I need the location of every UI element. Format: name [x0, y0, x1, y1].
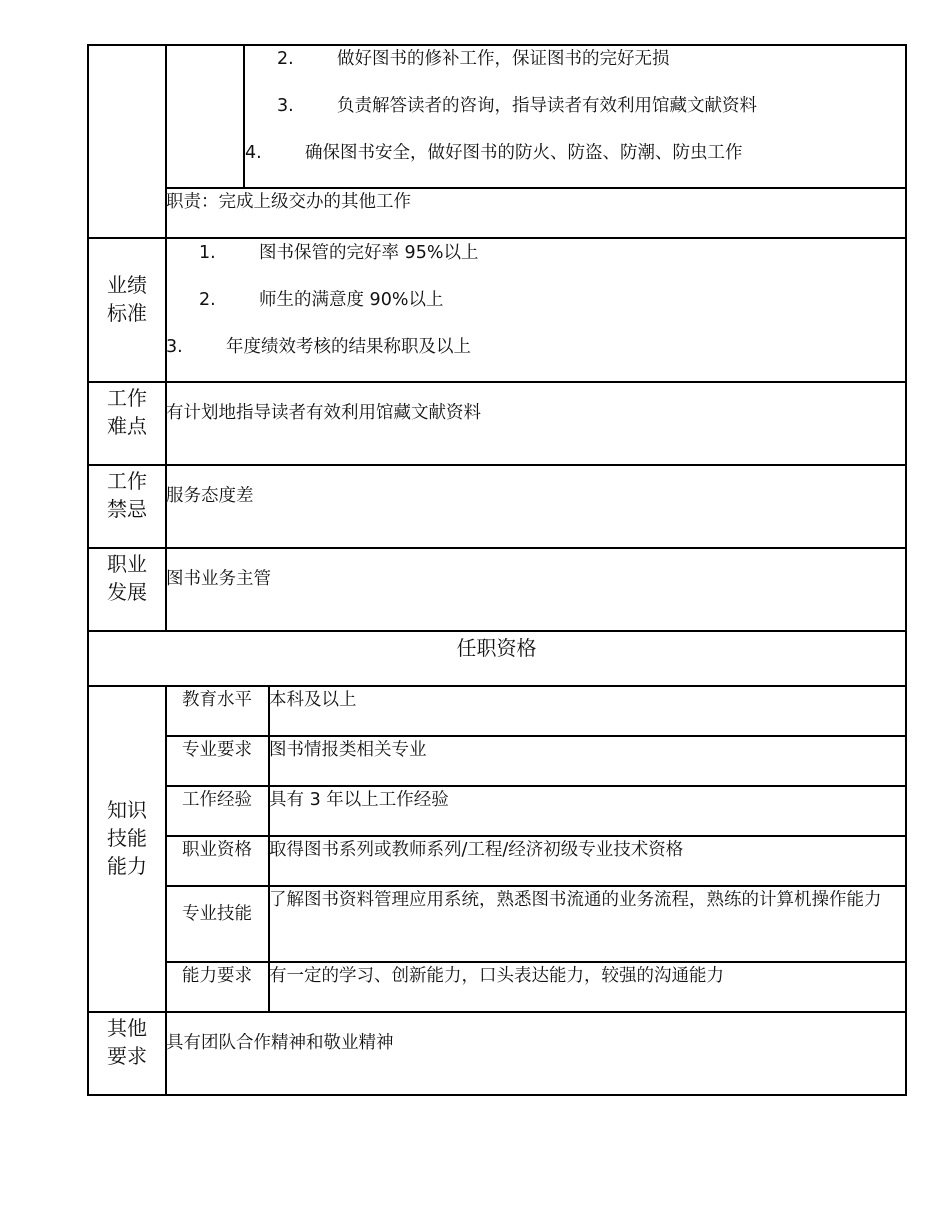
- duty-item: 4. 确保图书安全，做好图书的防火、防盗、防潮、防虫工作: [245, 143, 743, 163]
- row-line: [87, 237, 907, 239]
- row-line: [87, 464, 907, 466]
- qualifications-label: 知识 技能 能力: [107, 798, 147, 878]
- qualifications-header: 任职资格: [456, 636, 537, 660]
- row-line: [87, 1011, 907, 1013]
- row-line: [87, 685, 907, 687]
- qual-row-label: 能力要求: [182, 966, 252, 986]
- qual-row-value: 了解图书资料管理应用系统，熟悉图书流通的业务流程，熟练的计算机操作能力: [269, 890, 882, 910]
- qual-row-value: 图书情报类相关专业: [269, 740, 427, 760]
- difficulty-text: 有计划地指导读者有效利用馆藏文献资料: [166, 403, 481, 423]
- row-line: [165, 187, 907, 189]
- qual-row-label: 工作经验: [182, 790, 252, 810]
- row-line: [165, 885, 907, 887]
- taboo-label: 工作 禁忌: [107, 469, 147, 521]
- taboo-text: 服务态度差: [166, 486, 254, 506]
- career-label: 职业 发展: [107, 552, 147, 604]
- row-line: [165, 735, 907, 737]
- row-line: [165, 835, 907, 837]
- row-line: [87, 547, 907, 549]
- other-text: 具有团队合作精神和敬业精神: [166, 1033, 394, 1053]
- qual-row-value: 有一定的学习、创新能力，口头表达能力，较强的沟通能力: [269, 966, 724, 986]
- table-right-border: [905, 44, 907, 1096]
- duties-inner-divider: [243, 44, 245, 189]
- qual-row-label: 专业技能: [182, 904, 252, 924]
- row-line: [165, 961, 907, 963]
- qual-row-label: 专业要求: [182, 740, 252, 760]
- performance-item: 1. 图书保管的完好率 95%以上: [199, 243, 479, 263]
- qual-row-label: 职业资格: [182, 840, 252, 860]
- performance-label: 业绩 标准: [107, 273, 147, 325]
- qual-row-value: 取得图书系列或教师系列/工程/经济初级专业技术资格: [269, 840, 684, 860]
- duty-item: 3. 负责解答读者的咨询，指导读者有效利用馆藏文献资料: [277, 96, 757, 116]
- duty-item: 2. 做好图书的修补工作，保证图书的完好无损: [277, 49, 670, 69]
- performance-item: 2. 师生的满意度 90%以上: [199, 290, 444, 310]
- performance-item: 3. 年度绩效考核的结果称职及以上: [166, 337, 471, 357]
- row-line: [87, 381, 907, 383]
- qual-row-value: 本科及以上: [269, 690, 357, 710]
- qual-row-label: 教育水平: [182, 690, 252, 710]
- row-line: [87, 630, 907, 632]
- other-label: 其他 要求: [107, 1016, 147, 1068]
- career-text: 图书业务主管: [166, 569, 271, 589]
- duty-other: 职责：完成上级交办的其他工作: [166, 192, 411, 212]
- qual-row-value: 具有 3 年以上工作经验: [269, 790, 449, 810]
- row-line: [165, 785, 907, 787]
- table-bottom-border: [87, 1094, 907, 1096]
- difficulty-label: 工作 难点: [107, 386, 147, 438]
- table-top-border: [87, 44, 907, 46]
